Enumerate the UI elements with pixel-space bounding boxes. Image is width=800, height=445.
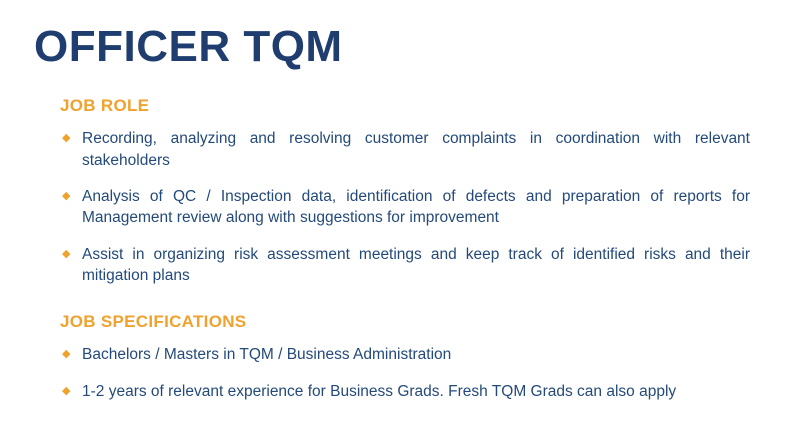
job-specifications-list	[34, 344, 766, 402]
list-item	[60, 244, 750, 287]
diamond-bullet-icon: ◆	[62, 132, 71, 145]
list-item-text: Recording, analyzing and resolving customer complaints in coordination with relevant stakeholders	[82, 130, 750, 169]
diamond-bullet-icon: ◆	[62, 348, 71, 361]
diamond-bullet-icon: ◆	[62, 247, 71, 260]
list-item-text: Assist in organizing risk assessment meetings and keep track of identified risks and their mitigation plans	[82, 245, 750, 285]
list-item	[60, 344, 750, 365]
section-heading-job-specifications: JOB SPECIFICATIONS	[60, 312, 247, 332]
list-item-text: Analysis of QC / Inspection data, identification of defects and preparation of reports for Management review along with suggestions for improvement	[82, 187, 750, 227]
diamond-bullet-icon: ◆	[62, 384, 71, 397]
list-item	[60, 128, 750, 171]
page-title: OFFICER TQM	[34, 22, 343, 71]
list-item-text: Bachelors / Masters in TQM / Business Administration	[82, 346, 452, 364]
list-item	[60, 186, 750, 229]
job-role-list	[34, 128, 766, 286]
section-heading-job-role: JOB ROLE	[60, 96, 150, 116]
list-item	[60, 381, 750, 402]
diamond-bullet-icon: ◆	[62, 189, 71, 202]
list-item-text: 1-2 years of relevant experience for Business Grads. Fresh TQM Grads can also apply	[82, 382, 677, 400]
